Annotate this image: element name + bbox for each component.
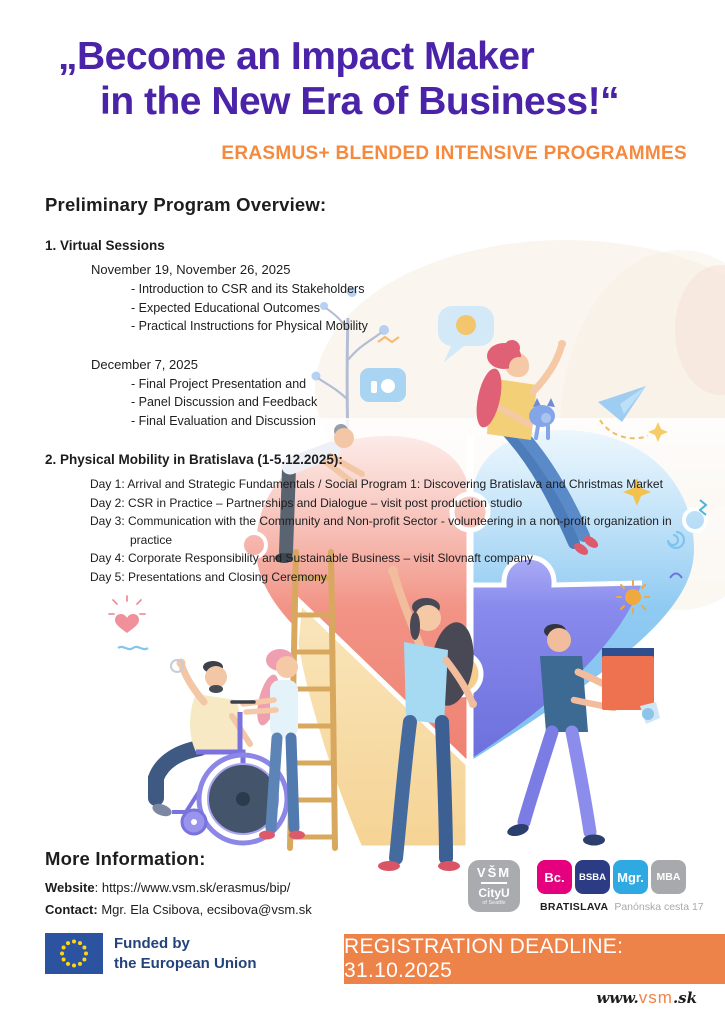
session-date: December 7, 2025 (91, 356, 198, 372)
site-url (596, 988, 697, 1008)
contact-label: Contact: (45, 901, 98, 917)
subtitle: ERASMUS+ BLENDED INTENSIVE PROGRAMMES (221, 143, 687, 164)
more-info-heading: More Information: (45, 848, 206, 869)
physical-mobility-heading: 2. Physical Mobility in Bratislava (1-5.12.2025): (45, 452, 343, 467)
day-item: Day 4: Corporate Responsibility and Sustainable Business – visit Slovnaft company (90, 551, 533, 566)
wave-icon (118, 647, 148, 649)
contact-value: Mgr. Ela Csibova, ecsibova@vsm.sk (97, 901, 312, 917)
address-line (540, 901, 704, 913)
title-line-1: „Become an Impact Maker (58, 35, 535, 78)
url-suffix: .sk (672, 989, 697, 1007)
program-item: - Expected Educational Outcomes (131, 300, 320, 315)
day-item: Day 2: CSR in Practice – Partnerships and Dialogue – visit post production studio (90, 495, 523, 510)
badge-bc: Bc. (537, 860, 572, 894)
day-item: Day 3: Communication with the Community and Non-profit Sector - volunteering in a non-profit organization in practice (90, 514, 672, 547)
eu-flag-icon (45, 933, 103, 974)
program-item: - Panel Discussion and Feedback (131, 395, 318, 409)
registration-deadline-banner: REGISTRATION DEADLINE: 31.10.2025 (344, 934, 725, 984)
website-label: Website (45, 880, 95, 895)
program-overview (45, 194, 710, 587)
street-address: Panónska cesta 17 (614, 901, 704, 913)
program-item: - Final Project Presentation and (131, 376, 307, 391)
badge-mgr: Mgr. (613, 860, 648, 894)
url-prefix: www. (596, 989, 639, 1007)
program-heading: Preliminary Program Overview: (45, 194, 327, 215)
badge-bsba: BSBA (575, 860, 610, 894)
virtual-sessions-heading: 1. Virtual Sessions (45, 238, 165, 253)
website-line (45, 877, 312, 899)
page-title (58, 34, 619, 124)
program-item: - Final Evaluation and Discussion (131, 413, 316, 428)
eu-funding-text: Funded by the European Union (114, 935, 257, 972)
city-name: BRATISLAVA (540, 901, 609, 913)
day-item: Day 1: Arrival and Strategic Fundamentals / Social Program 1: Discovering Bratislava and Christmas Market (90, 477, 663, 491)
heart-icon (109, 596, 145, 633)
day-list (90, 475, 702, 587)
program-item: - Introduction to CSR and its Stakeholders (131, 282, 365, 296)
title-line-2: in the New Era of Business!“ (100, 80, 620, 124)
donation-box (602, 648, 660, 724)
session-date: November 19, November 26, 2025 (91, 262, 291, 277)
contact-line (45, 899, 312, 921)
url-brand: vsm (638, 988, 673, 1007)
website-url: : https://www.vsm.sk/erasmus/bip/ (94, 880, 291, 895)
program-item: - Practical Instructions for Physical Mobility (131, 319, 368, 333)
eu-funding-block (45, 933, 257, 974)
logo-divider (481, 882, 507, 884)
more-information (45, 848, 312, 920)
vsm-cityu-logo: VŠM CityU of Seattle (468, 860, 520, 912)
badge-mba: MBA (651, 860, 686, 894)
day-item: Day 5: Presentations and Closing Ceremony (90, 569, 327, 584)
degree-badges (537, 860, 686, 894)
